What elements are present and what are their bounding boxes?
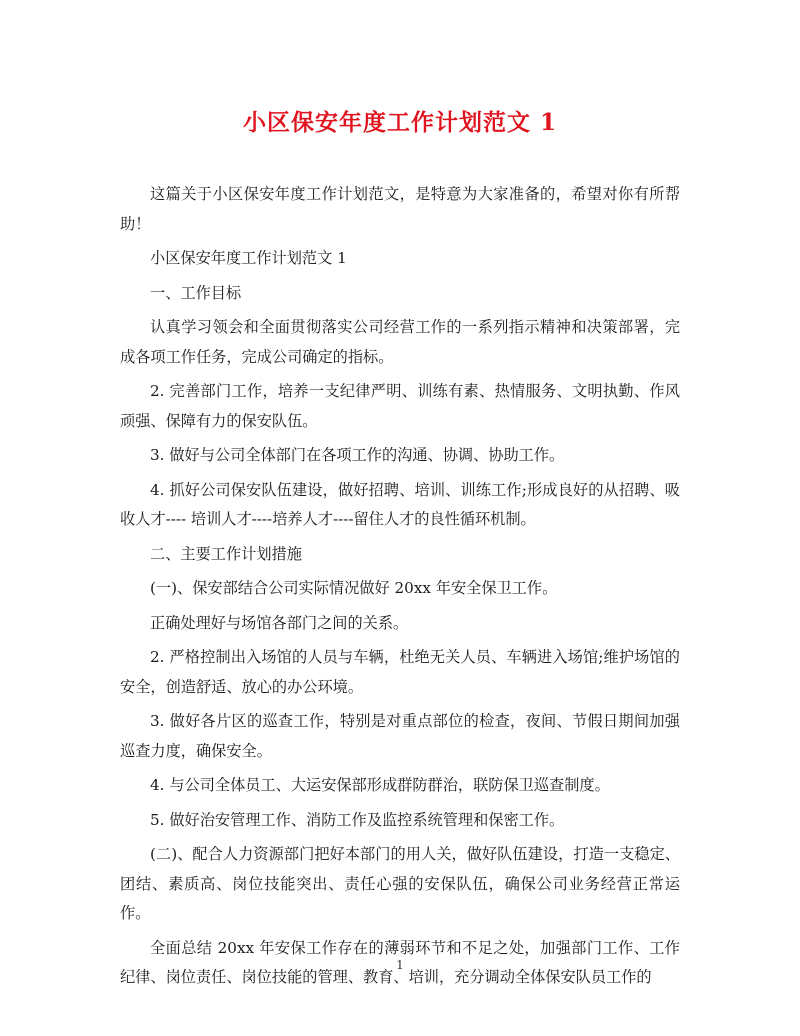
paragraph-summary: 全面总结 20xx 年安保工作存在的薄弱环节和不足之处，加强部门工作、工作纪律、岗位责任、岗位技能的管理、教育、培训，充分调动全体保安队员工作的: [120, 938, 680, 986]
paragraph-intro: 这篇关于小区保安年度工作计划范文，是特意为大家准备的，希望对你有所帮助！: [120, 185, 680, 233]
paragraph-measure-1-b: 2. 严格控制出入场馆的人员与车辆，杜绝无关人员、车辆进入场馆;维护场馆的安全，创造舒适、放心的办公环境。: [120, 648, 680, 696]
paragraph-subtitle: 小区保安年度工作计划范文 1: [150, 249, 347, 267]
paragraph-measure-1-c: 3. 做好各片区的巡查工作，特别是对重点部位的检查，夜间、节假日期间加强巡查力度，确保安全。: [120, 712, 680, 760]
paragraph-measure-1-e: 5. 做好治安管理工作、消防工作及监控系统管理和保密工作。: [150, 810, 565, 829]
paragraph-goal-2: 2. 完善部门工作，培养一支纪律严明、训练有素、热情服务、文明执勤、作风顽强、保障有力的保安队伍。: [120, 382, 680, 430]
section-heading-goals: 一、工作目标: [150, 283, 242, 302]
paragraph-goal-1: 认真学习领会和全面贯彻落实公司经营工作的一系列指示精神和决策部署，完成各项工作任务，完成公司确定的指标。: [120, 318, 680, 366]
paragraph-goal-4: 4. 抓好公司保安队伍建设，做好招聘、培训、训练工作;形成良好的从招聘、吸收人才---- 培训人才----培养人才----留住人才的良性循环机制。: [120, 480, 680, 528]
paragraph-measure-1-d: 4. 与公司全体员工、大运安保部形成群防群治，联防保卫巡查制度。: [150, 776, 610, 794]
document-body: [120, 180, 680, 998]
paragraph-measure-1: (一)、保安部结合公司实际情况做好 20xx 年安全保卫工作。: [150, 579, 558, 597]
paragraph-goal-3: 3. 做好与公司全体部门在各项工作的沟通、协调、协助工作。: [150, 446, 565, 464]
page-number: 1: [396, 958, 404, 972]
document-title: 小区保安年度工作计划范文 1: [242, 109, 557, 136]
paragraph-measure-2: (二)、配合人力资源部门把好本部门的用人关，做好队伍建设，打造一支稳定、团结、素质高、岗位技能突出、责任心强的安保队伍，确保公司业务经营正常运作。: [120, 845, 680, 922]
section-heading-measures: 二、主要工作计划措施: [150, 544, 302, 563]
paragraph-measure-1-a: 正确处理好与场馆各部门之间的关系。: [150, 613, 409, 632]
